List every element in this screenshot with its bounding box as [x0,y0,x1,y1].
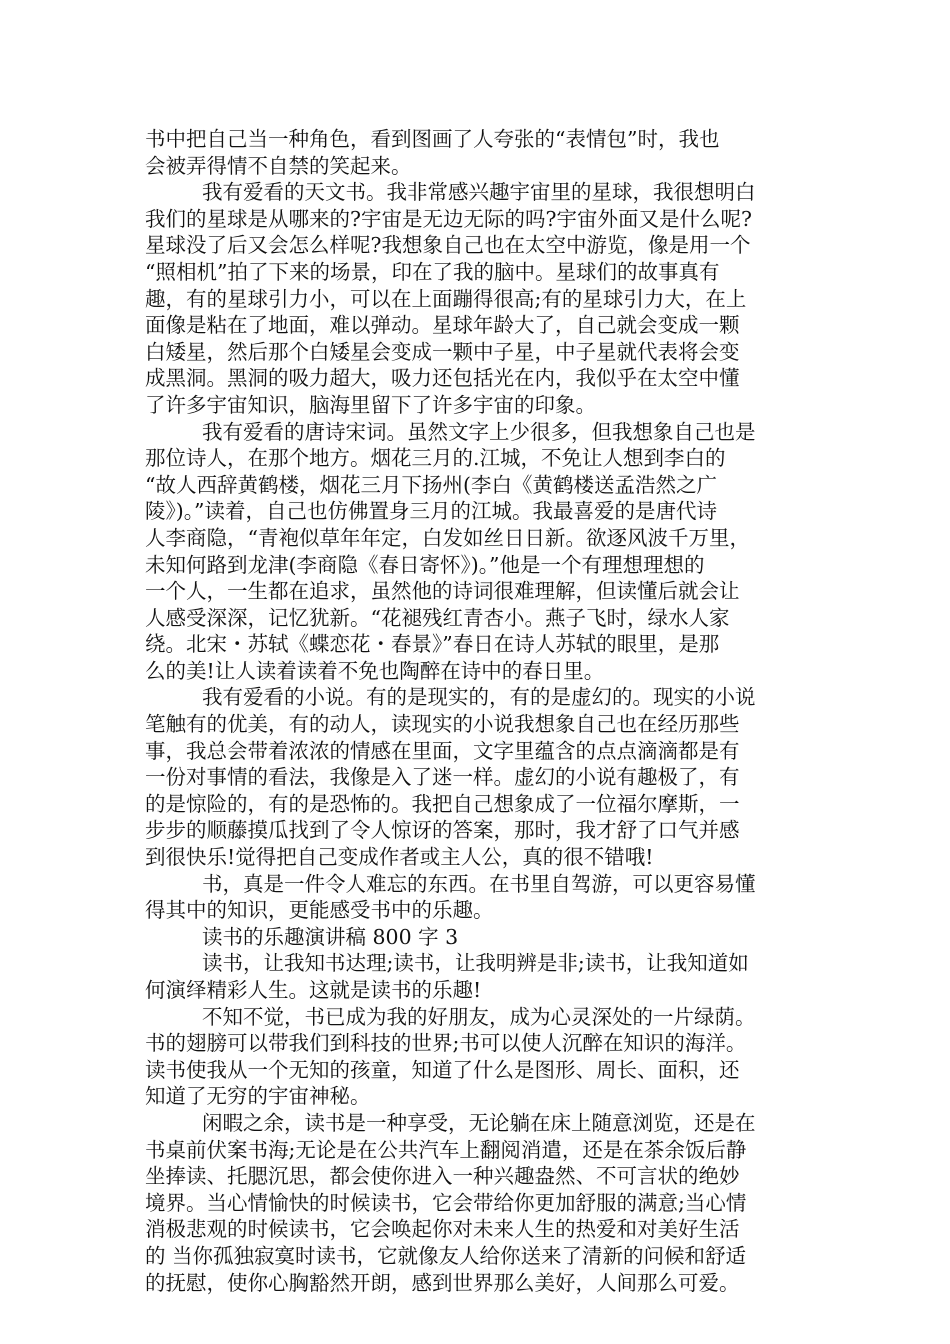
text-line: 面像是粘在了地面，难以弹动。星球年龄大了，自己就会变成一颗 [145,313,740,338]
text-line: 笔触有的优美，有的动人，读现实的小说我想象自己也在经历那些 [145,712,740,737]
text-line: 事，我总会带着浓浓的情感在里面，文字里蕴含的点点滴滴都是有 [145,738,740,763]
text-line: “故人西辞黄鹤楼，烟花三月下扬州(李白《黄鹤楼送孟浩然之广 [145,472,717,497]
text-line: 么的美!让人读着读着不免也陶醉在诗中的春日里。 [145,658,605,683]
paragraph-start-line: 读书，让我知书达理;读书，让我明辨是非;读书，让我知道如 [202,951,749,976]
text-line: 的 当你孤独寂寞时读书，它就像友人给你送来了清新的问候和舒适 [145,1243,747,1268]
text-line: 何演绎精彩人生。这就是读书的乐趣! [145,978,482,1002]
paragraph-start-line: 我有爱看的小说。有的是现实的，有的是虚幻的。现实的小说 [202,685,756,710]
text-line: 会被弄得情不自禁的笑起来。 [145,153,412,178]
text-line: 书的翅膀可以带我们到科技的世界;书可以使人沉醉在知识的海洋。 [145,1031,747,1056]
section-heading: 读书的乐趣演讲稿 800 字 3 [202,924,459,949]
text-line: 那位诗人，在那个地方。烟花三月的.江城，不免让人想到李白的 [145,446,726,471]
text-line: 读书使我从一个无知的孩童，知道了什么是图形、周长、面积，还 [145,1057,740,1082]
text-line: 陵》)。”读着，自己也仿佛置身三月的江城。我最喜爱的是唐代诗 [145,499,717,524]
text-line: 的抚慰，使你心胸豁然开朗，感到世界那么美好，人间那么可爱。 [145,1270,740,1295]
text-line: 成黑洞。黑洞的吸力超大，吸力还包括光在内，我似乎在太空中懂 [145,366,740,391]
text-line: 的是惊险的，有的是恐怖的。我把自己想象成了一位福尔摩斯，一 [145,791,740,816]
paragraph-start-line: 不知不觉，书已成为我的好朋友，成为心灵深处的一片绿荫。 [202,1004,756,1029]
paragraph-start-line: 闲暇之余，读书是一种享受，无论躺在床上随意浏览，还是在 [202,1110,756,1135]
text-line: 了许多宇宙知识，脑海里留下了许多宇宙的印象。 [145,392,596,417]
paragraph-start-line: 我有爱看的天文书。我非常感兴趣宇宙里的星球，我很想明白 [202,180,756,205]
text-line: 书中把自己当一种角色，看到图画了人夸张的“表情包”时，我也 [145,127,720,151]
paragraph-start-line: 我有爱看的唐诗宋词。虽然文字上少很多，但我想象自己也是 [202,419,756,444]
text-line: 趣，有的星球引力小，可以在上面蹦得很高;有的星球引力大，在上 [145,286,747,311]
text-line: 人李商隐，“青袍似草年年定，白发如丝日日新。欲逐风波千万里， [145,525,750,550]
text-line: 境界。当心情愉快的时候读书，它会带给你更加舒服的满意;当心情 [145,1190,747,1215]
document-page [145,126,807,1296]
text-line: 白矮星，然后那个白矮星会变成一颗中子星，中子星就代表将会变 [145,339,740,364]
text-line: 一个人，一生都在追求，虽然他的诗词很难理解，但读懂后就会让 [145,579,740,604]
text-line: 星球没了后又会怎么样呢?我想象自己也在太空中游览，像是用一个 [145,233,751,258]
text-line: 未知何路到龙津(李商隐《春日寄怀》)。”他是一个有理想理想的 [145,552,705,577]
text-line: 我们的星球是从哪来的?宇宙是无边无际的吗?宇宙外面又是什么呢? [145,206,752,231]
text-line: 步步的顺藤摸瓜找到了令人惊讶的答案，那时，我才舒了口气并感 [145,818,740,843]
paragraph-start-line: 书，真是一件令人难忘的东西。在书里自驾游，可以更容易懂 [202,871,756,896]
text-line: “照相机”拍了下来的场景，印在了我的脑中。星球们的故事真有 [145,259,720,284]
text-line: 坐捧读、托腮沉思，都会使你进入一种兴趣盎然、不可言状的绝妙 [145,1164,740,1189]
text-line: 消极悲观的时候读书，它会唤起你对未来人生的热爱和对美好生活 [145,1217,740,1242]
text-line: 绕。北宋・苏轼《蝶恋花・春景》”春日在诗人苏轼的眼里，是那 [145,632,720,657]
text-line: 一份对事情的看法，我像是入了迷一样。虚幻的小说有趣极了，有 [145,765,740,790]
text-line: 书桌前伏案书海;无论是在公共汽车上翻阅消遣，还是在茶余饭后静 [145,1137,747,1162]
text-line: 得其中的知识，更能感受书中的乐趣。 [145,898,494,923]
text-line: 到很快乐!觉得把自己变成作者或主人公，真的很不错哦! [145,845,654,870]
text-line: 知道了无穷的宇宙神秘。 [145,1084,371,1109]
text-line: 人感受深深，记忆犹新。“花褪残红青杏小。燕子飞时，绿水人家 [145,605,730,630]
